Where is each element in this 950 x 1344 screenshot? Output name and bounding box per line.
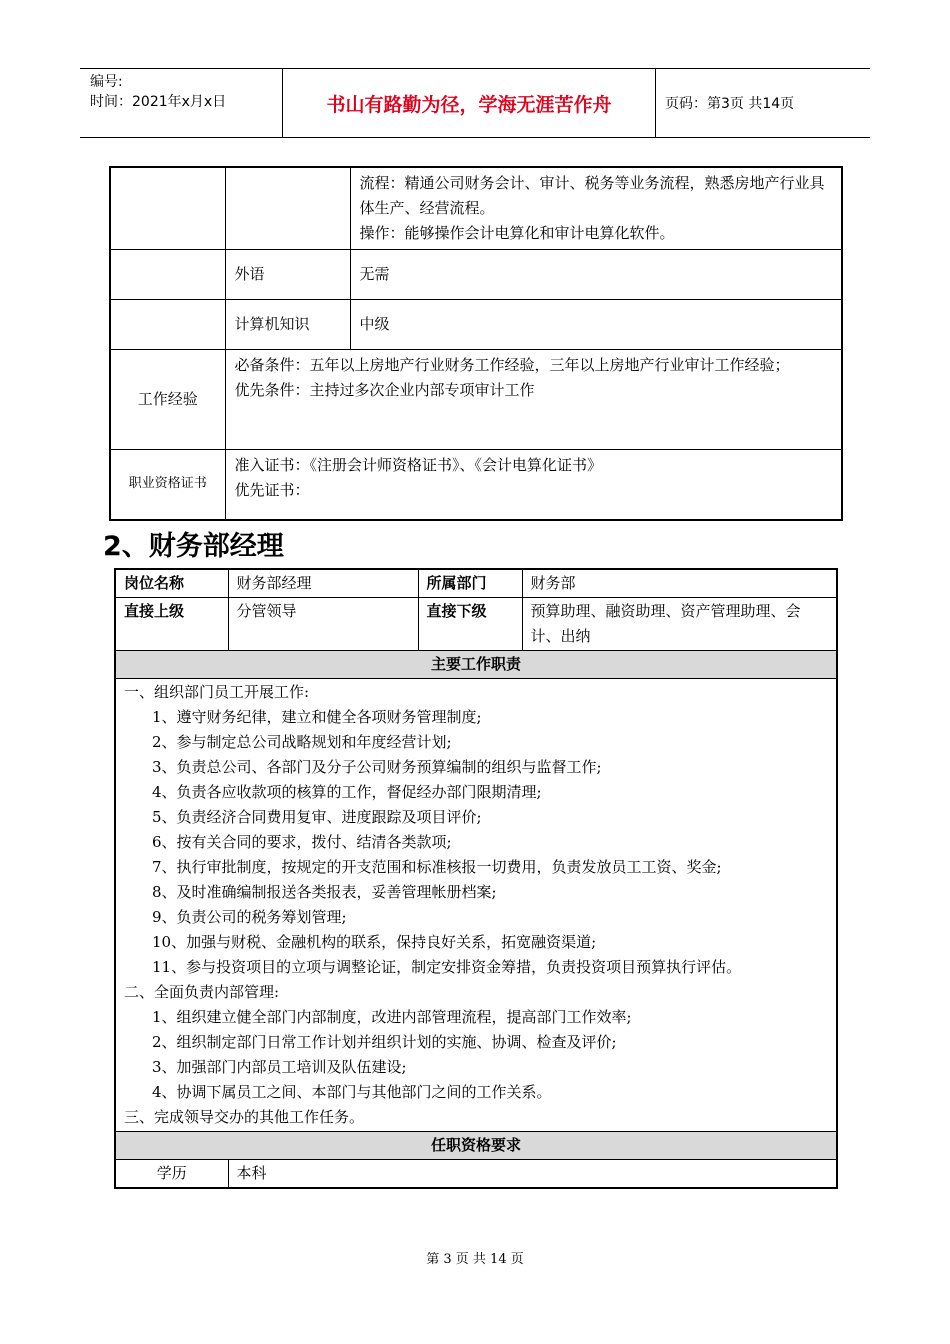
duty-item: 5、负责经济合同费用复审、进度跟踪及项目评价; (152, 808, 482, 826)
page-footer: 第 3 页 共 14 页 (426, 1252, 524, 1267)
cert-entry: 准入证书：《注册会计师资格证书》、《会计电算化证书》 (234, 456, 603, 474)
foreign-lang-label: 外语 (225, 250, 350, 300)
operation-text: 操作：能够操作会计电算化和审计电算化软件。 (359, 224, 675, 242)
position-value: 财务部经理 (228, 569, 418, 598)
dept-value: 财务部 (522, 569, 837, 598)
experience-required: 必备条件：五年以上房地产行业财务工作经验，三年以上房地产行业审计工作经验； (234, 356, 790, 374)
duty-item: 1、组织建立健全部门内部制度，改进内部管理流程，提高部门工作效率; (152, 1008, 632, 1026)
duty-item: 6、按有关合同的要求，拨付、结清各类款项; (152, 833, 452, 851)
computer-label: 计算机知识 (225, 300, 350, 350)
qual-heading: 任职资格要求 (115, 1132, 837, 1160)
skills-cell (350, 167, 842, 250)
blank-cell (110, 300, 225, 350)
time-label: 时间：2021年x月x日 (90, 94, 227, 110)
computer-value: 中级 (350, 300, 842, 350)
superior-label: 直接上级 (115, 598, 228, 651)
duties-cell (115, 679, 837, 1132)
duty-group-title: 三、完成领导交办的其他工作任务。 (124, 1108, 365, 1126)
edu-value: 本科 (228, 1160, 837, 1189)
edu-label: 学历 (115, 1160, 228, 1189)
cert-preferred: 优先证书： (234, 481, 310, 499)
blank-cell (110, 250, 225, 300)
job-description-table (114, 568, 838, 1189)
header-meta (80, 69, 283, 137)
header-page-info: 页码：第3页 共14页 (665, 96, 795, 112)
duty-item: 11、参与投资项目的立项与调整论证，制定安排资金筹措，负责投资项目预算执行评估。 (152, 958, 742, 976)
duty-item: 4、协调下属员工之间、本部门与其他部门之间的工作关系。 (152, 1083, 552, 1101)
duty-group-title: 二、全面负责内部管理: (124, 983, 280, 1001)
duty-item: 1、遵守财务纪律，建立和健全各项财务管理制度; (152, 708, 482, 726)
duty-item: 8、及时准确编制报送各类报表，妥善管理帐册档案; (152, 883, 497, 901)
experience-label: 工作经验 (110, 350, 225, 450)
dept-label: 所属部门 (418, 569, 522, 598)
duties-heading: 主要工作职责 (115, 651, 837, 679)
cert-label: 职业资格证书 (110, 450, 225, 520)
duty-group-title: 一、组织部门员工开展工作: (124, 683, 310, 701)
duty-item: 3、负责总公司、各部门及分子公司财务预算编制的组织与监督工作; (152, 758, 602, 776)
duty-item: 9、负责公司的税务筹划管理; (152, 908, 347, 926)
superior-value: 分管领导 (228, 598, 418, 651)
qualification-table-continued (109, 166, 843, 521)
process-text: 流程：精通公司财务会计、审计、税务等业务流程，熟悉房地产行业具体生产、经营流程。 (359, 174, 825, 217)
duty-item: 7、执行审批制度，按规定的开支范围和标准核报一切费用，负责发放员工工资、奖金; (152, 858, 722, 876)
blank-cell (110, 167, 225, 250)
cert-cell (225, 450, 842, 520)
duty-item: 2、组织制定部门日常工作计划并组织计划的实施、协调、检查及评价; (152, 1033, 617, 1051)
header-motto: 书山有路勤为径，学海无涯苦作舟 (283, 69, 656, 137)
number-label: 编号: (90, 74, 123, 90)
duty-item: 3、加强部门内部员工培训及队伍建设; (152, 1058, 407, 1076)
position-label: 岗位名称 (115, 569, 228, 598)
foreign-lang-value: 无需 (350, 250, 842, 300)
subordinate-value: 预算助理、融资助理、资产管理助理、会计、出纳 (522, 598, 837, 651)
experience-preferred: 优先条件：主持过多次企业内部专项审计工作 (234, 381, 535, 399)
duty-item: 10、加强与财税、金融机构的联系，保持良好关系，拓宽融资渠道; (152, 933, 597, 951)
page-header (80, 68, 870, 138)
experience-cell (225, 350, 842, 450)
subordinate-label: 直接下级 (418, 598, 522, 651)
duty-item: 2、参与制定总公司战略规划和年度经营计划; (152, 733, 452, 751)
section-title: 2、财务部经理 (103, 531, 284, 562)
blank-cell (225, 167, 350, 250)
duty-item: 4、负责各应收款项的核算的工作，督促经办部门限期清理; (152, 783, 542, 801)
